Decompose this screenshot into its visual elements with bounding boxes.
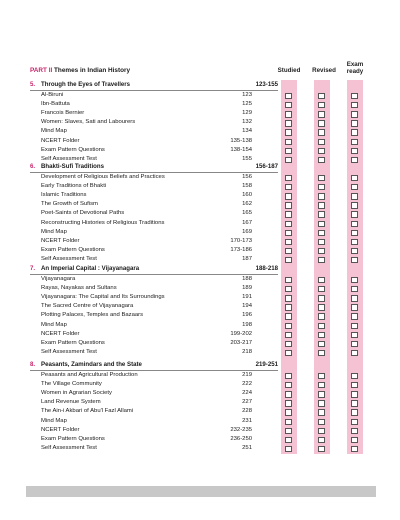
topic-title: Exam Pattern Questions bbox=[41, 339, 105, 346]
exam-ready-checkbox[interactable] bbox=[351, 295, 358, 301]
topic-page: 162 bbox=[242, 201, 252, 208]
topic-title: NCERT Folder bbox=[41, 237, 80, 244]
exam-ready-checkbox[interactable] bbox=[351, 341, 358, 347]
footer-bar bbox=[26, 486, 376, 497]
studied-checkbox[interactable] bbox=[285, 409, 292, 415]
toc-row bbox=[41, 276, 252, 285]
topic-title: Land Revenue System bbox=[41, 399, 101, 406]
toc-row bbox=[41, 210, 252, 219]
toc-row bbox=[41, 128, 252, 137]
topic-page: 132 bbox=[242, 119, 252, 126]
topic-title: Mind Map bbox=[41, 417, 67, 424]
revised-checkbox[interactable] bbox=[318, 148, 325, 154]
toc-row bbox=[41, 174, 252, 183]
toc-row bbox=[41, 92, 252, 101]
exam-ready-column-band bbox=[347, 80, 363, 454]
topic-page: 231 bbox=[242, 417, 252, 424]
revised-checkbox[interactable] bbox=[318, 428, 325, 434]
toc-row bbox=[41, 229, 252, 238]
topic-page: 169 bbox=[242, 228, 252, 235]
studied-checkbox[interactable] bbox=[285, 221, 292, 227]
revised-checkbox[interactable] bbox=[318, 373, 325, 379]
toc-row bbox=[41, 399, 252, 408]
topic-title: Early Traditions of Bhakti bbox=[41, 183, 107, 190]
exam-ready-checkbox[interactable] bbox=[351, 157, 358, 163]
topic-page: 188 bbox=[242, 276, 252, 282]
exam-ready-checkbox[interactable] bbox=[351, 428, 358, 434]
studied-checkbox[interactable] bbox=[285, 230, 292, 236]
revised-checkbox[interactable] bbox=[318, 129, 325, 135]
topic-title: Self Assessment Test bbox=[41, 444, 97, 451]
section-rule bbox=[30, 274, 278, 275]
exam-ready-checkbox[interactable] bbox=[351, 446, 358, 452]
revised-checkbox[interactable] bbox=[318, 111, 325, 117]
studied-checkbox[interactable] bbox=[285, 400, 292, 406]
exam-ready-checkbox[interactable] bbox=[351, 230, 358, 236]
studied-checkbox[interactable] bbox=[285, 286, 292, 292]
studied-checkbox[interactable] bbox=[285, 193, 292, 199]
section-number: 6. bbox=[30, 163, 36, 170]
studied-checkbox[interactable] bbox=[285, 304, 292, 310]
studied-checkbox[interactable] bbox=[285, 332, 292, 338]
exam-ready-checkbox[interactable] bbox=[351, 111, 358, 117]
studied-checkbox[interactable] bbox=[285, 350, 292, 356]
revised-checkbox[interactable] bbox=[318, 323, 325, 329]
topic-page: 198 bbox=[242, 321, 252, 328]
topic-title: Exam Pattern Questions bbox=[41, 246, 105, 253]
topic-title: Vijayanagara bbox=[41, 276, 76, 282]
topic-title: Self Assessment Test bbox=[41, 255, 97, 262]
topic-page: 160 bbox=[242, 192, 252, 199]
revised-checkbox[interactable] bbox=[318, 211, 325, 217]
toc-row bbox=[41, 147, 252, 156]
section-rule bbox=[30, 370, 278, 371]
column-header-exam-ready: Exam ready bbox=[346, 61, 364, 75]
toc-row bbox=[41, 294, 252, 303]
toc-row bbox=[41, 183, 252, 192]
topic-page: 123 bbox=[242, 92, 252, 98]
topic-title: Vijayanagara: The Capital and Its Surroundings bbox=[41, 294, 165, 301]
topic-page: 158 bbox=[242, 183, 252, 190]
topic-page: 129 bbox=[242, 110, 252, 117]
revised-checkbox[interactable] bbox=[318, 409, 325, 415]
topic-page: 135-138 bbox=[230, 137, 252, 144]
column-header-revised: Revised bbox=[312, 67, 336, 74]
studied-checkbox[interactable] bbox=[285, 428, 292, 434]
topic-title: Women in Agrarian Society bbox=[41, 390, 112, 397]
section-heading bbox=[30, 361, 278, 371]
toc-row bbox=[41, 340, 252, 349]
exam-ready-checkbox[interactable] bbox=[351, 129, 358, 135]
part-header bbox=[30, 67, 130, 74]
exam-ready-checkbox[interactable] bbox=[351, 239, 358, 245]
topic-title: NCERT Folder bbox=[41, 330, 80, 337]
topic-page: 251 bbox=[242, 444, 252, 451]
section-heading bbox=[30, 163, 278, 173]
exam-ready-checkbox[interactable] bbox=[351, 277, 358, 283]
toc-row bbox=[41, 119, 252, 128]
topic-title: Self Assessment Test bbox=[41, 348, 97, 355]
topic-page: 125 bbox=[242, 101, 252, 108]
revised-checkbox[interactable] bbox=[318, 419, 325, 425]
studied-checkbox[interactable] bbox=[285, 248, 292, 254]
toc-row bbox=[41, 445, 252, 454]
revised-checkbox[interactable] bbox=[318, 93, 325, 99]
studied-checkbox[interactable] bbox=[285, 148, 292, 154]
revised-checkbox[interactable] bbox=[318, 239, 325, 245]
exam-ready-checkbox[interactable] bbox=[351, 93, 358, 99]
exam-ready-checkbox[interactable] bbox=[351, 304, 358, 310]
studied-checkbox[interactable] bbox=[285, 139, 292, 145]
exam-ready-checkbox[interactable] bbox=[351, 437, 358, 443]
toc-row bbox=[41, 322, 252, 331]
toc-row bbox=[41, 303, 252, 312]
section-number: 8. bbox=[30, 361, 36, 368]
studied-checkbox[interactable] bbox=[285, 391, 292, 397]
topic-title: NCERT Folder bbox=[41, 426, 80, 433]
revised-checkbox[interactable] bbox=[318, 248, 325, 254]
studied-checkbox[interactable] bbox=[285, 157, 292, 163]
toc-row bbox=[41, 372, 252, 381]
section-pages: 156-187 bbox=[255, 163, 278, 170]
toc-row bbox=[41, 201, 252, 210]
topic-title: Reconstructing Histories of Religious Traditions bbox=[41, 219, 165, 226]
topic-page: 232-235 bbox=[230, 426, 252, 433]
studied-checkbox[interactable] bbox=[285, 102, 292, 108]
exam-ready-checkbox[interactable] bbox=[351, 248, 358, 254]
revised-checkbox[interactable] bbox=[318, 437, 325, 443]
topic-page: 134 bbox=[242, 128, 252, 135]
topic-page: 189 bbox=[242, 285, 252, 292]
toc-row bbox=[41, 331, 252, 340]
toc-row bbox=[41, 427, 252, 436]
topic-page: 227 bbox=[242, 399, 252, 406]
revised-checkbox[interactable] bbox=[318, 446, 325, 452]
section-rule bbox=[30, 90, 278, 91]
exam-ready-checkbox[interactable] bbox=[351, 323, 358, 329]
revised-checkbox[interactable] bbox=[318, 313, 325, 319]
studied-checkbox[interactable] bbox=[285, 313, 292, 319]
topic-title: Islamic Traditions bbox=[41, 192, 87, 199]
revised-checkbox[interactable] bbox=[318, 157, 325, 163]
toc-row bbox=[41, 390, 252, 399]
revised-checkbox[interactable] bbox=[318, 102, 325, 108]
topic-page: 167 bbox=[242, 219, 252, 226]
exam-ready-checkbox[interactable] bbox=[351, 202, 358, 208]
topic-title: NCERT Folder bbox=[41, 137, 80, 144]
studied-checkbox[interactable] bbox=[285, 184, 292, 190]
section-title: An Imperial Capital : Vijayanagara bbox=[41, 265, 140, 272]
exam-ready-checkbox[interactable] bbox=[351, 419, 358, 425]
topic-title: The Sacred Centre of Vijayanagara bbox=[41, 303, 134, 310]
topic-page: 173-186 bbox=[230, 246, 252, 253]
section-pages: 123-155 bbox=[255, 81, 278, 88]
exam-ready-checkbox[interactable] bbox=[351, 350, 358, 356]
revised-checkbox[interactable] bbox=[318, 277, 325, 283]
topic-page: 199-202 bbox=[230, 330, 252, 337]
toc-row bbox=[41, 381, 252, 390]
topic-page: 219 bbox=[242, 372, 252, 378]
studied-checkbox[interactable] bbox=[285, 382, 292, 388]
topic-page: 224 bbox=[242, 390, 252, 397]
exam-ready-checkbox[interactable] bbox=[351, 175, 358, 181]
toc-row bbox=[41, 192, 252, 201]
exam-ready-checkbox[interactable] bbox=[351, 332, 358, 338]
section-title: Peasants, Zamindars and the State bbox=[41, 361, 142, 368]
section-heading bbox=[30, 81, 278, 91]
exam-ready-checkbox[interactable] bbox=[351, 120, 358, 126]
studied-checkbox[interactable] bbox=[285, 111, 292, 117]
studied-checkbox[interactable] bbox=[285, 446, 292, 452]
revised-checkbox[interactable] bbox=[318, 193, 325, 199]
revised-checkbox[interactable] bbox=[318, 139, 325, 145]
exam-ready-checkbox[interactable] bbox=[351, 313, 358, 319]
revised-checkbox[interactable] bbox=[318, 304, 325, 310]
studied-checkbox[interactable] bbox=[285, 277, 292, 283]
exam-ready-checkbox[interactable] bbox=[351, 102, 358, 108]
toc-row bbox=[41, 408, 252, 417]
topic-page: 156 bbox=[242, 174, 252, 180]
topic-page: 228 bbox=[242, 408, 252, 415]
exam-ready-checkbox[interactable] bbox=[351, 382, 358, 388]
topic-page: 236-250 bbox=[230, 435, 252, 442]
revised-checkbox[interactable] bbox=[318, 120, 325, 126]
toc-row bbox=[41, 285, 252, 294]
section-title: Through the Eyes of Travellers bbox=[41, 81, 131, 88]
topic-title: The Growth of Sufism bbox=[41, 201, 98, 208]
topic-title: The Village Community bbox=[41, 381, 102, 388]
topic-title: Development of Religious Beliefs and Practices bbox=[41, 174, 165, 180]
topic-title: Poet-Saints of Devotional Paths bbox=[41, 210, 125, 217]
section-number: 5. bbox=[30, 81, 36, 88]
topic-title: Ibn-Battuta bbox=[41, 101, 70, 108]
revised-checkbox[interactable] bbox=[318, 391, 325, 397]
topic-title: Rayas, Nayakas and Sultans bbox=[41, 285, 117, 292]
toc-row bbox=[41, 101, 252, 110]
toc-row bbox=[41, 312, 252, 321]
toc-row bbox=[41, 418, 252, 427]
toc-row bbox=[41, 349, 252, 358]
exam-ready-checkbox[interactable] bbox=[351, 221, 358, 227]
exam-ready-checkbox[interactable] bbox=[351, 391, 358, 397]
exam-ready-checkbox[interactable] bbox=[351, 400, 358, 406]
exam-ready-checkbox[interactable] bbox=[351, 193, 358, 199]
exam-ready-checkbox[interactable] bbox=[351, 139, 358, 145]
revised-checkbox[interactable] bbox=[318, 332, 325, 338]
revised-checkbox[interactable] bbox=[318, 175, 325, 181]
studied-checkbox[interactable] bbox=[285, 373, 292, 379]
topic-title: Exam Pattern Questions bbox=[41, 146, 105, 153]
section-number: 7. bbox=[30, 265, 36, 272]
section-rule bbox=[30, 172, 278, 173]
revised-checkbox[interactable] bbox=[318, 341, 325, 347]
part-label: PART II bbox=[30, 67, 53, 74]
topic-page: 218 bbox=[242, 348, 252, 355]
exam-ready-checkbox[interactable] bbox=[351, 286, 358, 292]
topic-page: 191 bbox=[242, 294, 252, 301]
exam-ready-checkbox[interactable] bbox=[351, 257, 358, 263]
studied-checkbox[interactable] bbox=[285, 419, 292, 425]
toc-row bbox=[41, 220, 252, 229]
topic-title: Mind Map bbox=[41, 321, 67, 328]
section-pages: 219-251 bbox=[255, 361, 278, 368]
revised-checkbox[interactable] bbox=[318, 400, 325, 406]
studied-checkbox[interactable] bbox=[285, 437, 292, 443]
revised-checkbox[interactable] bbox=[318, 382, 325, 388]
revised-column-band bbox=[314, 80, 330, 454]
studied-checkbox[interactable] bbox=[285, 295, 292, 301]
topic-title: Plotting Palaces, Temples and Bazaars bbox=[41, 312, 144, 319]
toc-row bbox=[41, 110, 252, 119]
toc-row bbox=[41, 436, 252, 445]
exam-ready-checkbox[interactable] bbox=[351, 211, 358, 217]
topic-title: Self Assessment Test bbox=[41, 155, 97, 162]
studied-checkbox[interactable] bbox=[285, 129, 292, 135]
topic-page: 203-217 bbox=[230, 339, 252, 346]
studied-checkbox[interactable] bbox=[285, 257, 292, 263]
revised-checkbox[interactable] bbox=[318, 202, 325, 208]
topic-page: 187 bbox=[242, 255, 252, 262]
topic-page: 196 bbox=[242, 312, 252, 319]
exam-ready-checkbox[interactable] bbox=[351, 184, 358, 190]
topic-title: Exam Pattern Questions bbox=[41, 435, 105, 442]
topic-title: Mind Map bbox=[41, 128, 67, 135]
toc-row bbox=[41, 247, 252, 256]
topic-title: Women: Slaves, Sati and Labourers bbox=[41, 119, 136, 126]
topic-page: 138-154 bbox=[230, 146, 252, 153]
topic-title: Al-Biruni bbox=[41, 92, 64, 98]
topic-title: Peasants and Agricultural Production bbox=[41, 372, 138, 378]
studied-checkbox[interactable] bbox=[285, 93, 292, 99]
part-title: Themes in Indian History bbox=[54, 67, 131, 74]
topic-title: Mind Map bbox=[41, 228, 67, 235]
revised-checkbox[interactable] bbox=[318, 295, 325, 301]
section-title: Bhakti-Sufi Traditions bbox=[41, 163, 104, 170]
section-heading bbox=[30, 265, 278, 275]
topic-page: 194 bbox=[242, 303, 252, 310]
topic-page: 155 bbox=[242, 155, 252, 162]
studied-column-band bbox=[281, 80, 297, 454]
studied-checkbox[interactable] bbox=[285, 211, 292, 217]
revised-checkbox[interactable] bbox=[318, 286, 325, 292]
studied-checkbox[interactable] bbox=[285, 202, 292, 208]
exam-ready-checkbox[interactable] bbox=[351, 409, 358, 415]
toc-row bbox=[41, 238, 252, 247]
topic-title: Francois Bernier bbox=[41, 110, 85, 117]
revised-checkbox[interactable] bbox=[318, 184, 325, 190]
revised-checkbox[interactable] bbox=[318, 230, 325, 236]
topic-title: The Ain-i Akbari of Abu'l Fazl Allami bbox=[41, 408, 134, 415]
revised-checkbox[interactable] bbox=[318, 350, 325, 356]
toc-row bbox=[41, 138, 252, 147]
studied-checkbox[interactable] bbox=[285, 323, 292, 329]
toc-row bbox=[41, 256, 252, 265]
topic-page: 170-173 bbox=[230, 237, 252, 244]
studied-checkbox[interactable] bbox=[285, 341, 292, 347]
revised-checkbox[interactable] bbox=[318, 221, 325, 227]
revised-checkbox[interactable] bbox=[318, 257, 325, 263]
studied-checkbox[interactable] bbox=[285, 175, 292, 181]
topic-page: 165 bbox=[242, 210, 252, 217]
studied-checkbox[interactable] bbox=[285, 239, 292, 245]
exam-ready-checkbox[interactable] bbox=[351, 373, 358, 379]
exam-ready-checkbox[interactable] bbox=[351, 148, 358, 154]
column-header-studied: Studied bbox=[277, 67, 301, 74]
studied-checkbox[interactable] bbox=[285, 120, 292, 126]
section-pages: 188-218 bbox=[255, 265, 278, 272]
topic-page: 222 bbox=[242, 381, 252, 388]
